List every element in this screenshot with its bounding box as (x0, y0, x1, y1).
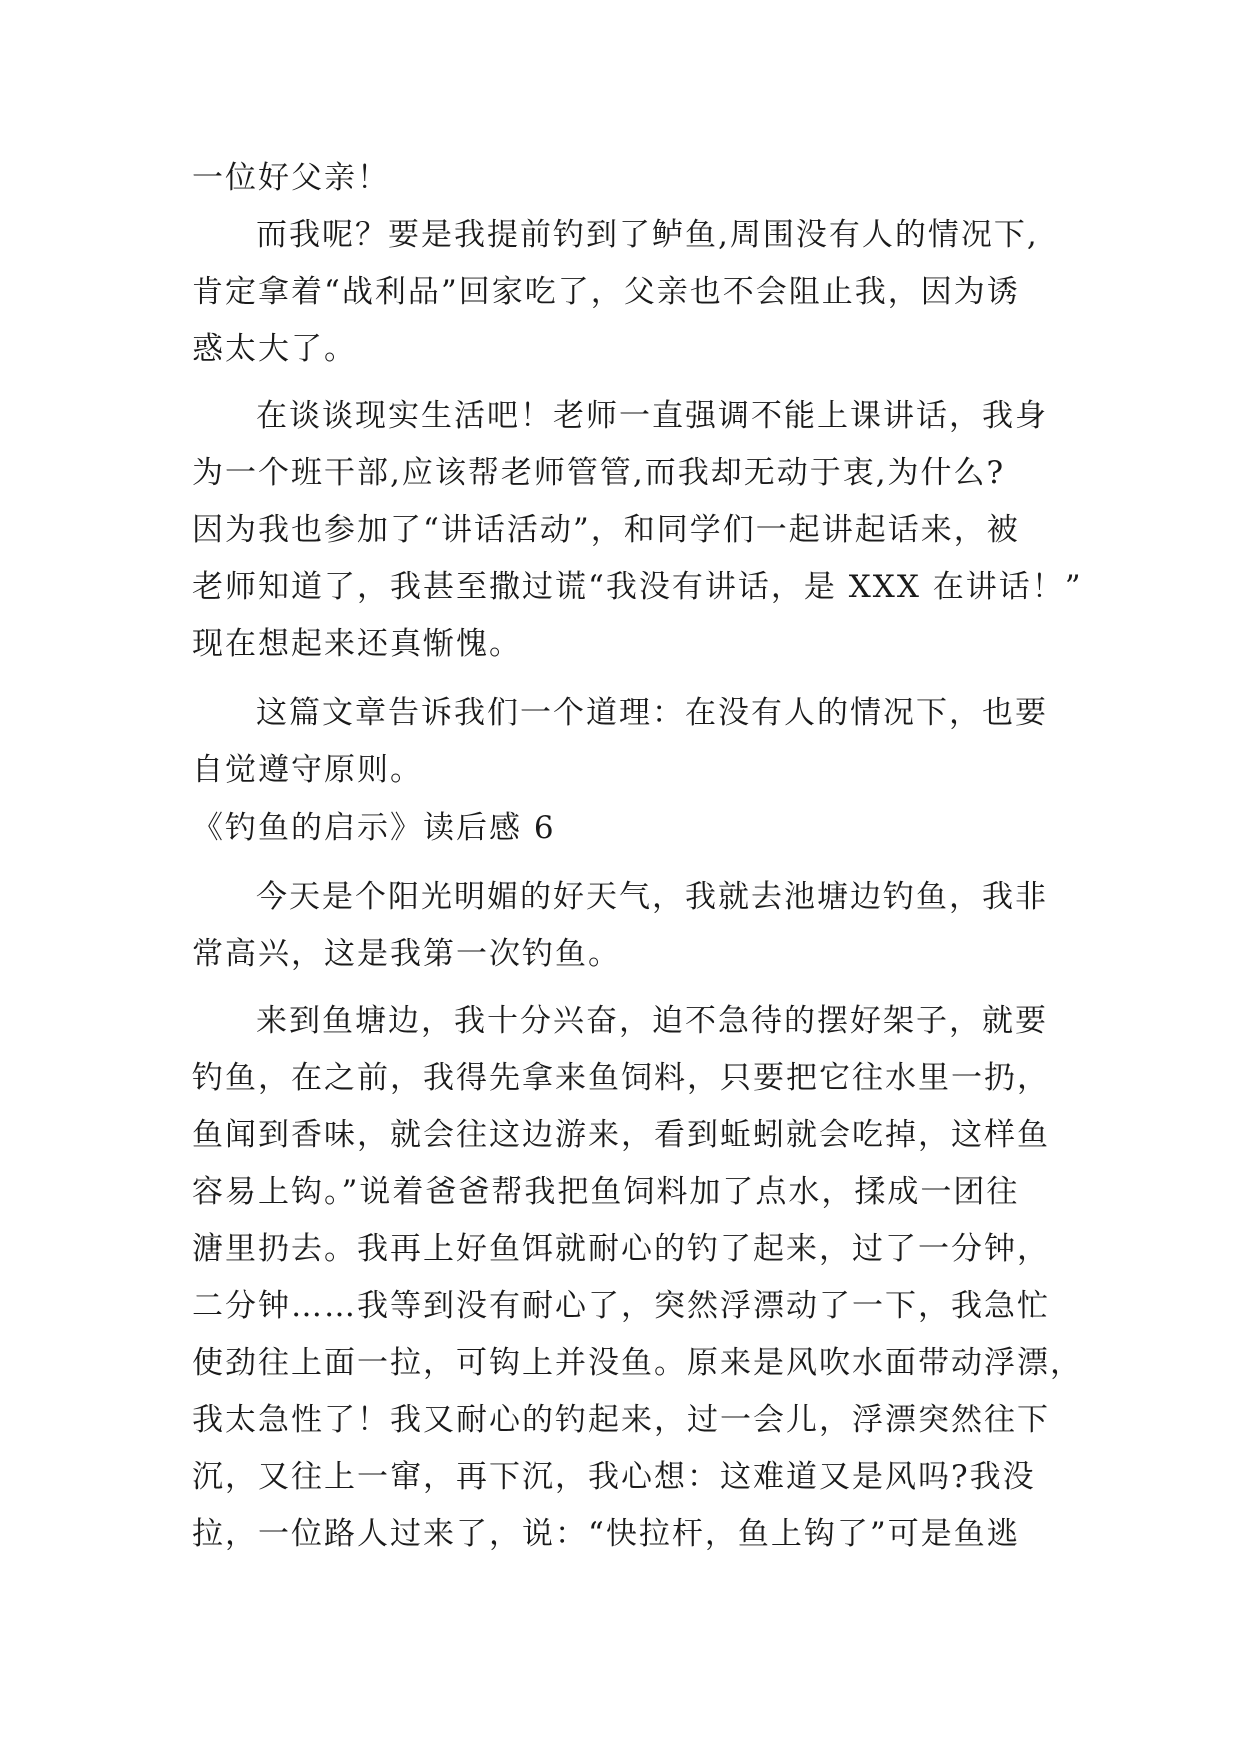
text-line-18: 容易上钩。”说着爸爸帮我把鱼饲料加了点水，揉成一团往 (192, 1174, 1020, 1210)
text-line-2: 而我呢？要是我提前钓到了鲈鱼,周围没有人的情况下, (256, 217, 1039, 253)
text-line-8: 老师知道了，我甚至撒过谎“我没有讲话，是 XXX 在讲话！” (192, 569, 1083, 605)
text-line-4: 惑太大了。 (192, 331, 357, 367)
text-line-9: 现在想起来还真惭愧。 (192, 626, 522, 662)
text-line-17: 鱼闻到香味，就会往这边游来，看到蚯蚓就会吃掉，这样鱼 (192, 1117, 1050, 1153)
text-line-24: 拉，一位路人过来了，说：“快拉杆，鱼上钩了”可是鱼逃 (192, 1516, 1020, 1552)
text-line-11: 自觉遵守原则。 (192, 752, 423, 788)
section-heading: 《钓鱼的启示》读后感 6 (192, 810, 556, 846)
text-line-21: 使劲往上面一拉，可钩上并没鱼。原来是风吹水面带动浮漂， (192, 1345, 1083, 1381)
text-line-10: 这篇文章告诉我们一个道理：在没有人的情况下，也要 (256, 695, 1048, 731)
text-line-14: 常高兴，这是我第一次钓鱼。 (192, 936, 621, 972)
text-line-3: 肯定拿着“战利品”回家吃了，父亲也不会阻止我，因为诱 (192, 274, 1020, 310)
text-line-1: 一位好父亲！ (192, 160, 390, 196)
text-line-6: 为一个班干部,应该帮老师管管,而我却无动于衷,为什么? (192, 455, 1006, 491)
text-line-20: 二分钟……我等到没有耐心了，突然浮漂动了一下，我急忙 (192, 1288, 1050, 1324)
text-line-7: 因为我也参加了“讲话活动”，和同学们一起讲起话来，被 (192, 512, 1020, 548)
text-line-13: 今天是个阳光明媚的好天气，我就去池塘边钓鱼，我非 (256, 879, 1048, 915)
text-line-19: 溏里扔去。我再上好鱼饵就耐心的钓了起来，过了一分钟， (192, 1231, 1050, 1267)
text-line-5: 在谈谈现实生活吧！老师一直强调不能上课讲话，我身 (256, 398, 1048, 434)
text-line-15: 来到鱼塘边，我十分兴奋，迫不急待的摆好架子，就要 (256, 1003, 1048, 1039)
text-line-23: 沉，又往上一窜，再下沉，我心想：这难道又是风吗?我没 (192, 1459, 1036, 1495)
text-line-16: 钓鱼，在之前，我得先拿来鱼饲料，只要把它往水里一扔， (192, 1060, 1050, 1096)
text-line-22: 我太急性了！我又耐心的钓起来，过一会儿，浮漂突然往下 (192, 1402, 1050, 1438)
